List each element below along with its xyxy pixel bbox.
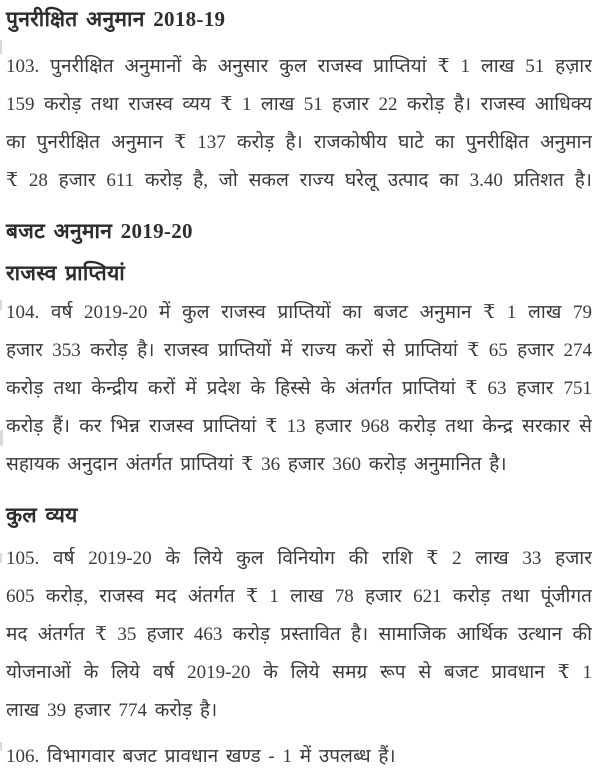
- heading-revenue-receipts: राजस्व प्राप्तियां: [6, 261, 125, 285]
- text-line: मद अंतर्गत ₹ 35 हजार 463 करोड़ प्रस्तावित है। सामाजिक आर्थिक उत्थान की: [6, 624, 592, 645]
- paragraph-104: [6, 294, 592, 484]
- paragraph-106: [6, 738, 592, 776]
- text-line: 106. विभागवार बजट प्रावधान खण्ड - 1 में उपलब्ध हैं।: [6, 746, 396, 767]
- text-line: 605 करोड़, राजस्व मद अंतर्गत ₹ 1 लाख 78 हजार 621 करोड़ तथा पूंजीगत: [6, 586, 592, 607]
- text-line: 105. वर्ष 2019-20 के लिये कुल विनियोग की राशि ₹ 2 लाख 33 हजार: [6, 548, 592, 569]
- text-line: योजनाओं के लिये वर्ष 2019-20 के लिये समग्र रूप से बजट प्रावधान ₹ 1: [6, 662, 592, 683]
- text-line: करोड़ तथा केन्द्रीय करों में प्रदेश के हिस्से के अंतर्गत प्राप्तियां ₹ 63 हजार 751: [6, 378, 592, 399]
- heading-revised-estimates-2018-19: पुनरीक्षित अनुमान 2018-19: [6, 7, 226, 31]
- paragraph-105: [6, 540, 592, 730]
- heading-budget-estimates-2019-20: बजट अनुमान 2019-20: [6, 219, 193, 243]
- text-line: हजार 353 करोड़ है। राजस्व प्राप्तियों में राज्य करों से प्राप्तियां ₹ 65 हजार 274: [6, 340, 592, 361]
- text-line: 159 करोड़ तथा राजस्व व्यय ₹ 1 लाख 51 हजार 22 करोड़ है। राजस्व आधिक्य: [6, 94, 592, 115]
- text-line: 104. वर्ष 2019-20 में कुल राजस्व प्राप्तियों का बजट अनुमान ₹ 1 लाख 79: [6, 302, 592, 323]
- heading-total-expenditure: कुल व्यय: [6, 503, 78, 527]
- text-line: का पुनरीक्षित अनुमान ₹ 137 करोड़ है। राजकोषीय घाटे का पुनरीक्षित अनुमान: [6, 132, 592, 153]
- text-line: 103. पुनरीक्षित अनुमानों के अनुसार कुल राजस्व प्राप्तियां ₹ 1 लाख 51 हज़ार: [6, 56, 592, 77]
- text-line: लाख 39 हजार 774 करोड़ है।: [6, 700, 218, 721]
- text-line: ₹ 28 हजार 611 करोड़ है, जो सकल राज्य घरेलू उत्पाद का 3.40 प्रतिशत है।: [6, 170, 592, 191]
- text-line: करोड़ हैं। कर भिन्न राजस्व प्राप्तियां ₹ 13 हजार 968 करोड़ तथा केन्द्र सरकार से: [6, 416, 592, 437]
- text-line: सहायक अनुदान अंतर्गत प्राप्तियां ₹ 36 हजार 360 करोड़ अनुमानित है।: [6, 454, 507, 475]
- paragraph-103: [6, 48, 592, 200]
